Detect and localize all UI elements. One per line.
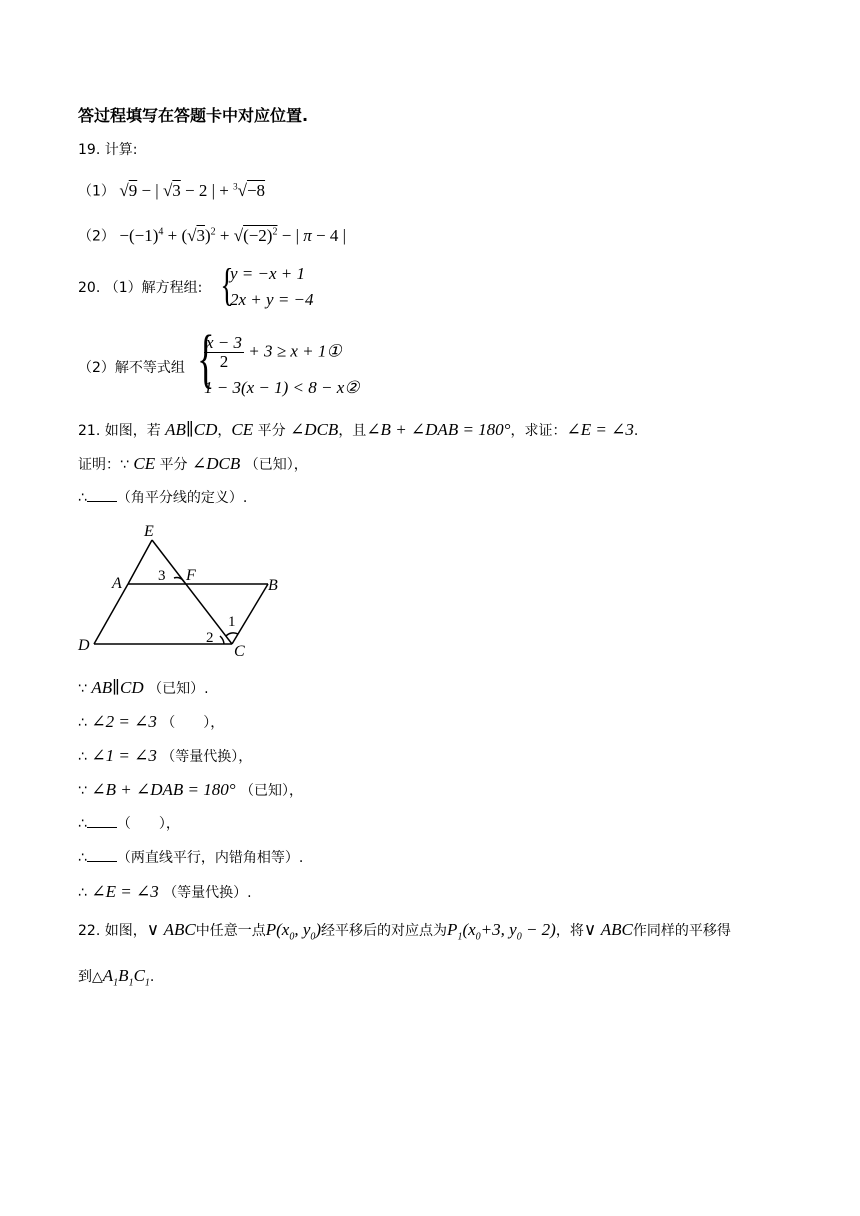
q21-and: ，且: [338, 423, 367, 439]
triangle-abc: ABC: [163, 920, 196, 939]
expr: ∠B + ∠DAB = 180°: [91, 780, 236, 799]
proof-bisect-word: 平分: [159, 457, 188, 473]
label-f: F: [186, 567, 196, 584]
q20-part2-label: （2）解不等式组: [78, 360, 185, 376]
q21-proof-line1: [78, 488, 247, 508]
proof-ce: CE: [133, 454, 156, 473]
reason: （等量代换）.: [163, 885, 252, 901]
q19-part1-expr: √9 − | √3 − 2 | + $^3$√−8: [119, 180, 266, 200]
label-e: E: [144, 523, 154, 540]
q22-text: 经平移后的对应点为: [321, 923, 448, 939]
q20-ineq1-numerator: x − 3: [206, 333, 243, 352]
therefore-symbol: ∴: [78, 816, 87, 832]
q21-proof-line5: [78, 780, 303, 801]
proof-known: （已知），: [244, 457, 308, 473]
q21-angle-sum: ∠B + ∠DAB = 180°: [366, 420, 511, 439]
reason: （已知）.: [148, 681, 209, 697]
because-symbol: ∵: [78, 681, 87, 697]
q19-part2-tag: （2）: [78, 228, 115, 245]
therefore-symbol: ∴: [78, 715, 87, 731]
label-angle2: 2: [206, 630, 214, 646]
answer-blank[interactable]: [87, 849, 117, 862]
q21-ce: CE: [231, 420, 254, 439]
q21-proof-line3: [78, 712, 224, 733]
point-p1: $P_1(x_0+3$, $y_0 - 2$): [447, 920, 556, 943]
segment-ec: [152, 540, 232, 644]
reason: （已知），: [240, 783, 303, 799]
q20-ineq1-denominator: 2: [219, 352, 229, 371]
q21-proof-line7: [78, 848, 303, 868]
angle3-arc: [174, 577, 184, 582]
q20-label: 20. （1）解方程组:: [78, 280, 203, 296]
q21-end: .: [633, 423, 639, 439]
triangle-abc: ABC: [600, 920, 633, 939]
label-d: D: [78, 637, 90, 654]
segment-ae: [128, 540, 152, 584]
expr: ∠1 = ∠3: [91, 746, 157, 765]
q22-text: 作同样的平移得: [632, 923, 731, 939]
q22-text: 中任意一点: [195, 923, 266, 939]
q21-statement: [78, 420, 638, 441]
q21-goal: ∠E = ∠3: [566, 420, 634, 439]
triangle-a1b1c1: $A_1B_1C_1$: [102, 966, 150, 989]
q19-part1-tag: （1）: [78, 183, 115, 200]
reason-blank[interactable]: （ ），: [116, 816, 180, 832]
reason: （等量代换），: [161, 749, 253, 765]
q19-part2-expr: $-(-1)^4 + (√3)^2 + √(-2)^2$ − | π − 4 |: [119, 225, 347, 245]
reason: （角平分线的定义）.: [116, 490, 248, 506]
answer-blank[interactable]: [87, 815, 117, 828]
q21-proof-line6: [78, 814, 180, 834]
therefore-symbol: ∴: [78, 490, 87, 506]
angle2-arc: [220, 636, 224, 644]
q20-ineq1-tail: + 3 ≥ x + 1①: [248, 341, 342, 361]
angle1-arc: [226, 633, 238, 636]
answer-blank[interactable]: [87, 489, 117, 502]
reason: （两直线平行，内错角相等）.: [116, 850, 304, 866]
label-angle1: 1: [228, 614, 236, 630]
q22-end: .: [149, 969, 155, 985]
q21-parallel: AB∥CD: [165, 420, 218, 439]
q19-part1: [78, 176, 265, 202]
q21-proof-line8: [78, 882, 252, 903]
triangle-symbol: ∨: [146, 920, 160, 939]
expr: ∠E = ∠3: [91, 882, 159, 901]
proof-start-label: 证明：∵: [78, 457, 129, 473]
triangle-symbol: ∨: [583, 920, 597, 939]
q21-comma: ，: [217, 423, 232, 439]
point-p: $P(x_0$, $y_0$): [265, 920, 322, 943]
q21-prove: ，求证：: [510, 423, 567, 439]
q20-eq1: y = −x + 1: [230, 264, 306, 283]
geometry-figure: [74, 520, 294, 660]
q20-ineq1: [204, 334, 342, 371]
q19-label: 19. 计算:: [78, 142, 138, 158]
q21-angle-dcb: ∠DCB: [290, 420, 339, 439]
label-a: A: [112, 575, 122, 592]
q20-ineq-brace: {: [197, 322, 215, 395]
therefore-symbol: ∴: [78, 850, 87, 866]
segment-ad: [94, 584, 128, 644]
q19-part2: [78, 222, 346, 247]
label-b: B: [268, 577, 278, 594]
q22-line1: [78, 920, 731, 947]
label-angle3: 3: [158, 568, 166, 584]
q21-bisect: 平分: [257, 423, 286, 439]
therefore-symbol: ∴: [78, 885, 87, 901]
section-heading: 答过程填写在答题卡中对应位置.: [78, 106, 309, 125]
q21-proof-start: [78, 454, 308, 475]
q20-system-brace: {: [220, 259, 234, 310]
q21-proof-line4: [78, 746, 252, 767]
q21-prefix: 21. 如图，若: [78, 423, 161, 439]
segment-bc: [232, 584, 268, 644]
proof-angle-dcb: ∠DCB: [192, 454, 241, 473]
q20-eq2: 2x + y = −4: [230, 290, 314, 309]
q20-ineq2: 1 − 3(x − 1) < 8 − x②: [204, 378, 360, 397]
q22-line2: [78, 966, 154, 993]
expr: ∠2 = ∠3: [91, 712, 157, 731]
q20-ineq1-fraction: [204, 334, 244, 371]
q21-proof-line2: [78, 678, 209, 699]
q22-text: 到△: [78, 969, 103, 985]
because-symbol: ∵: [78, 783, 87, 799]
q22-text: ，将: [555, 923, 584, 939]
reason-blank[interactable]: （ ），: [161, 715, 225, 731]
expr: AB∥CD: [91, 678, 144, 697]
label-c: C: [234, 643, 245, 660]
therefore-symbol: ∴: [78, 749, 87, 765]
q22-prefix: 22. 如图，: [78, 923, 147, 939]
